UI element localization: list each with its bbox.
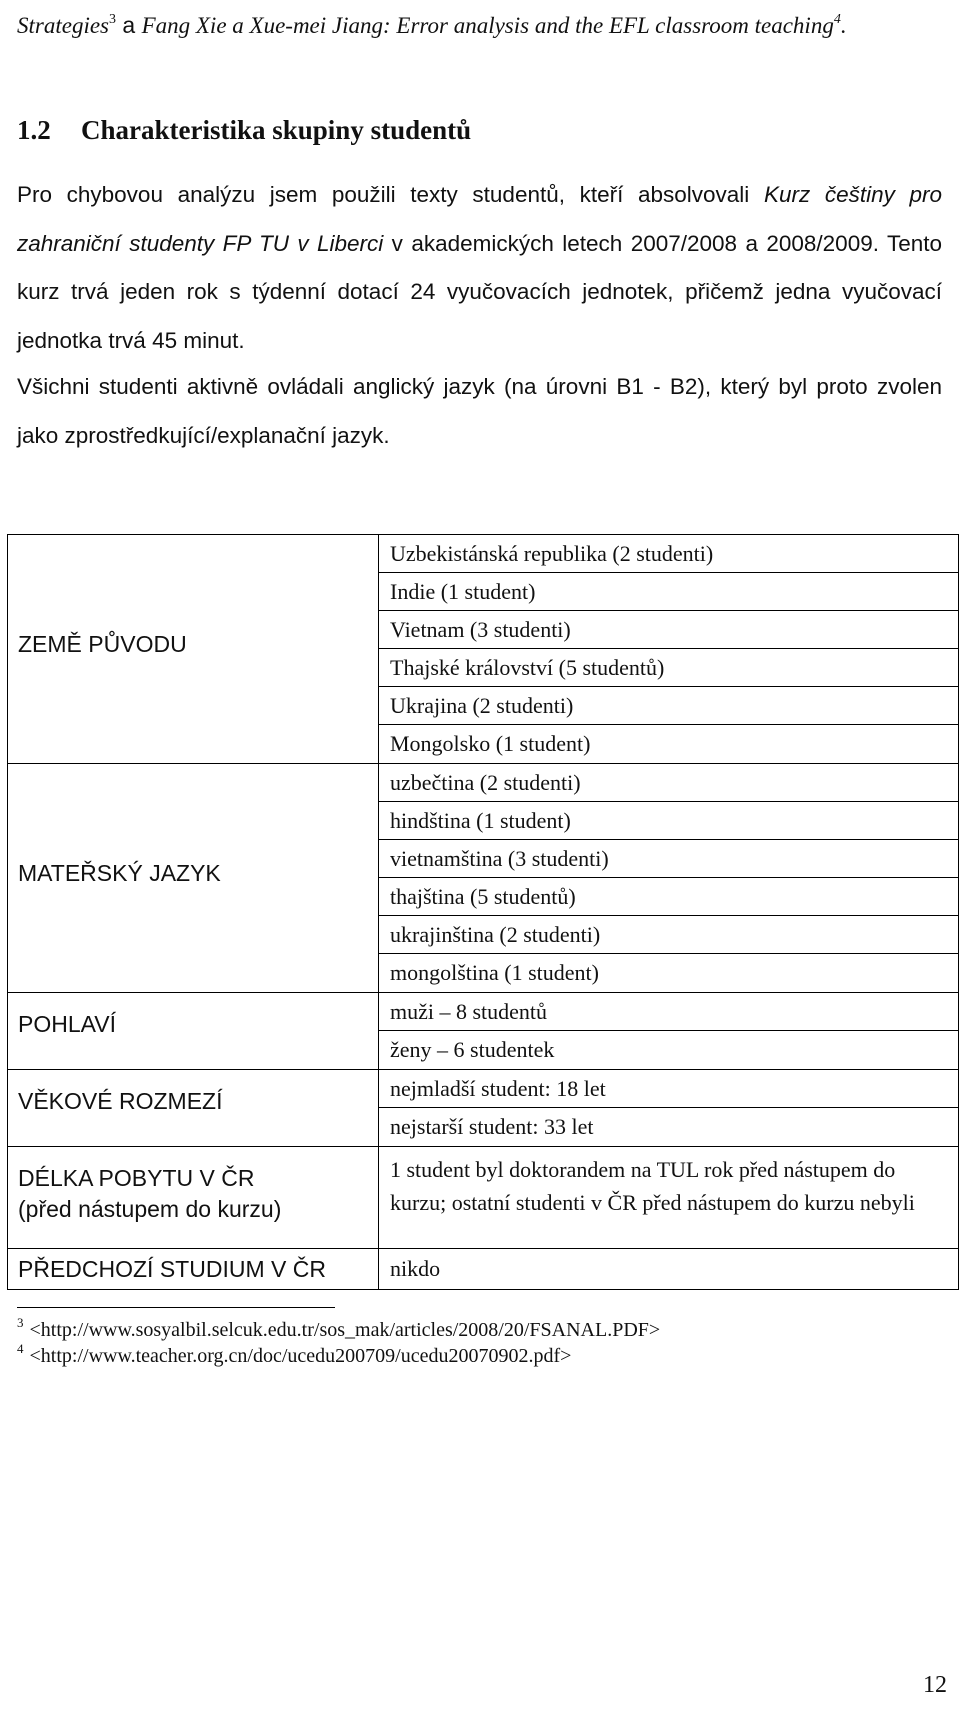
table-label-cell <box>8 1070 379 1147</box>
paragraph-course-description <box>17 171 942 365</box>
language-values-cell <box>379 764 959 993</box>
stay-value-cell <box>379 1147 959 1249</box>
study-label: PŘEDCHOZÍ STUDIUM V ČR <box>18 1256 326 1282</box>
language-value: uzbečtina (2 studenti) <box>379 764 958 802</box>
table-label-cell <box>8 993 379 1070</box>
origin-value: Ukrajina (2 studenti) <box>379 687 958 725</box>
stay-label <box>8 1147 378 1225</box>
page-number: 12 <box>923 1672 947 1698</box>
language-value: thajština (5 studentů) <box>379 878 958 916</box>
table-row-gender <box>8 993 959 1070</box>
footnote-link: <http://www.teacher.org.cn/doc/ucedu200709/ucedu20070902.pdf> <box>29 1345 572 1367</box>
footnote-separator <box>17 1307 335 1308</box>
table-row-language <box>8 764 959 993</box>
footnote-mark: 4 <box>17 1341 24 1356</box>
table-row-age <box>8 1070 959 1147</box>
gender-value: muži – 8 studentů <box>379 993 958 1031</box>
footnote-link: <http://www.sosyalbil.selcuk.edu.tr/sos_mak/articles/2008/20/FSANAL.PDF> <box>29 1319 661 1341</box>
student-group-table <box>7 534 959 1290</box>
footnote-ref-4: 4 <box>833 12 841 27</box>
table-row-study <box>8 1249 959 1290</box>
reference-line <box>17 2 942 49</box>
paragraph1-text-b: v akademických letech 2007/2008 a 2008/2009. Tento kurz trvá jeden rok s týdenní dotací 24 vyučovacích jednotek, přičemž jedna vyučovací jednotka trvá 45 minut. <box>17 230 942 353</box>
origin-values-cell <box>379 535 959 764</box>
section-title: Charakteristika skupiny studentů <box>81 115 472 145</box>
language-value: mongolština (1 student) <box>390 960 599 985</box>
section-heading <box>17 115 471 146</box>
language-value: ukrajinština (2 studenti) <box>379 916 958 954</box>
course-name: Kurz češtiny pro zahraniční studenty FP TU v Liberci <box>17 182 942 256</box>
origin-value: Indie (1 student) <box>379 573 958 611</box>
reference-title-fang-xie: Fang Xie a Xue-mei Jiang: Error analysis and the EFL classroom teaching <box>141 13 834 38</box>
study-value-cell <box>379 1249 959 1290</box>
paragraph2-text: Všichni studenti aktivně ovládali anglický jazyk (na úrovni B1 - B2), který byl proto zvolen jako zprostředkující/explanační jazyk. <box>17 374 942 448</box>
origin-value: Mongolsko (1 student) <box>390 731 591 756</box>
gender-values-cell <box>379 993 959 1070</box>
age-values-cell <box>379 1070 959 1147</box>
age-value: nejmladší student: 18 let <box>379 1070 958 1108</box>
origin-value: Uzbekistánská republika (2 studenti) <box>379 535 958 573</box>
stay-label-line2: (před nástupem do kurzu) <box>18 1196 282 1222</box>
age-value: nejstarší student: 33 let <box>390 1114 594 1139</box>
origin-label: ZEMĚ PŮVODU <box>18 631 187 657</box>
stay-value: 1 student byl doktorandem na TUL rok před nástupem do kurzu; ostatní studenti v ČR před nástupem do kurzu nebyli <box>390 1157 915 1215</box>
section-number: 1.2 <box>17 115 51 145</box>
reference-period: . <box>840 13 847 38</box>
paragraph1-text-a: Pro chybovou analýzu jsem použili texty studentů, kteří absolvovali <box>17 182 764 207</box>
table-label-cell <box>8 1147 379 1249</box>
table-row-origin <box>8 535 959 764</box>
reference-title-strategies: Strategies <box>17 13 109 38</box>
age-label: VĚKOVÉ ROZMEZÍ <box>18 1088 223 1114</box>
study-value: nikdo <box>390 1256 441 1281</box>
footnote-3 <box>17 1315 661 1342</box>
footnote-mark: 3 <box>17 1315 24 1330</box>
origin-value: Vietnam (3 studenti) <box>379 611 958 649</box>
table-label-cell <box>8 535 379 764</box>
stay-label-line1: DÉLKA POBYTU V ČR <box>18 1165 255 1191</box>
language-value: hindština (1 student) <box>379 802 958 840</box>
footnote-ref-3: 3 <box>109 12 116 27</box>
reference-connector: a <box>116 12 142 38</box>
table-row-stay <box>8 1147 959 1249</box>
table-label-cell <box>8 1249 379 1290</box>
gender-label: POHLAVÍ <box>18 1011 116 1037</box>
language-label: MATEŘSKÝ JAZYK <box>18 860 221 886</box>
language-value: vietnamština (3 studenti) <box>379 840 958 878</box>
paragraph-language-level <box>17 363 942 460</box>
footnote-4 <box>17 1341 572 1368</box>
origin-value: Thajské království (5 studentů) <box>379 649 958 687</box>
gender-value: ženy – 6 studentek <box>390 1037 555 1062</box>
table-label-cell <box>8 764 379 993</box>
